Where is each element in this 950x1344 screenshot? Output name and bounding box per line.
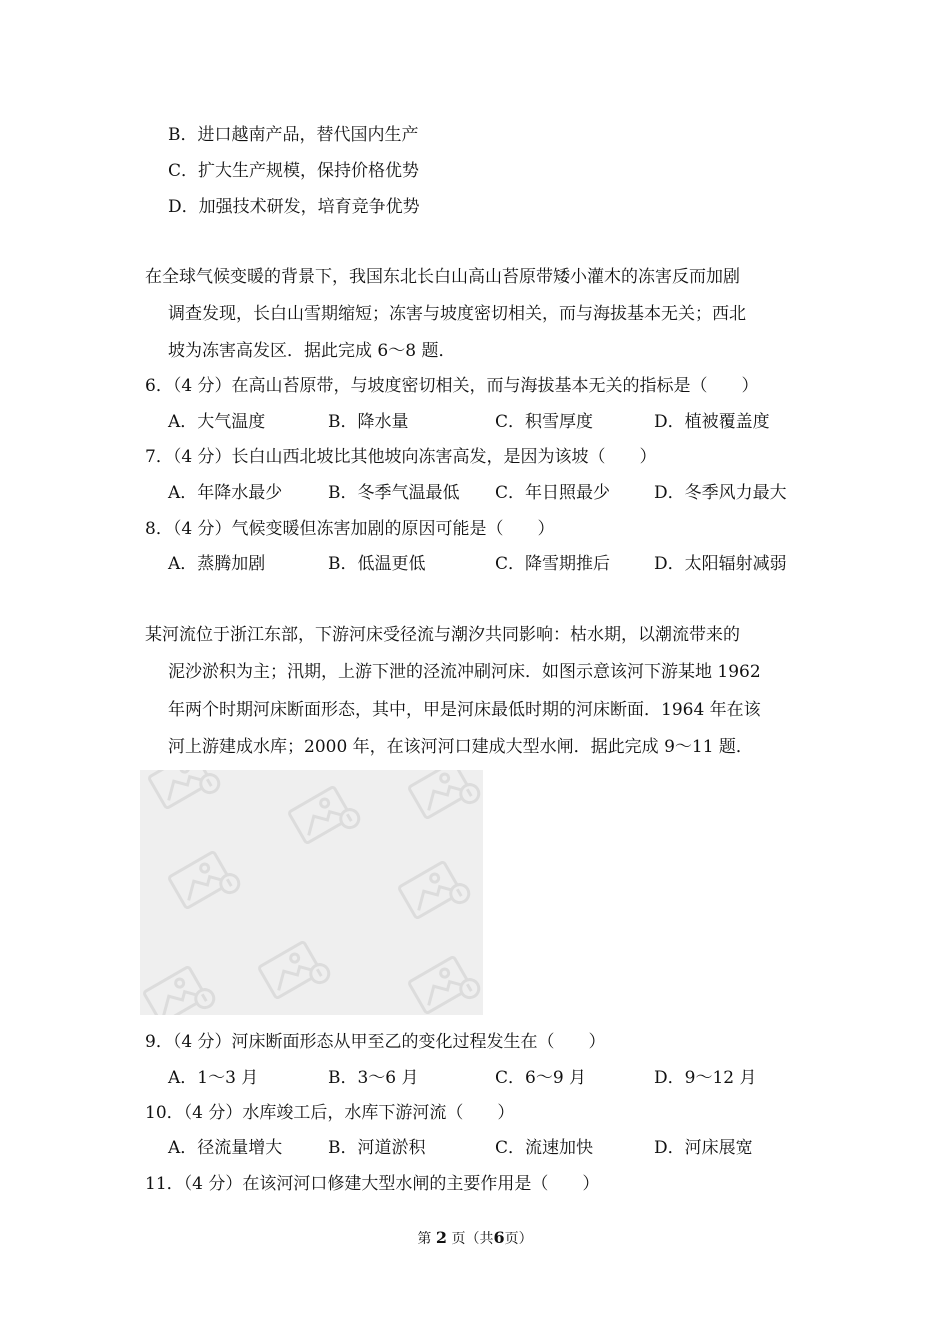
q8-option-a[interactable]: A．蒸腾加剧	[168, 554, 266, 574]
intro2-line-4: 河上游建成水库；2000 年，在该河河口建成大型水闸．据此完成 9～11 题．	[168, 737, 753, 757]
intro2-line-2: 泥沙淤积为主；汛期，上游下泄的泾流冲刷河床．如图示意该河下游某地 1962	[168, 662, 761, 682]
q8-stem: 8．（4 分）气候变暖但冻害加剧的原因可能是（ ）	[145, 519, 555, 539]
q7-stem: 7．（4 分）长白山西北坡比其他坡向冻害高发，是因为该坡（ ）	[145, 447, 657, 467]
q5-option-c: C．扩大生产规模，保持价格优势	[168, 161, 420, 181]
q8-option-b[interactable]: B．低温更低	[328, 554, 426, 574]
intro2-line-3: 年两个时期河床断面形态，其中，甲是河床最低时期的河床断面．1964 年在该	[168, 700, 761, 720]
intro1-line-3: 坡为冻害高发区．据此完成 6～8 题．	[168, 341, 456, 361]
q6-option-b[interactable]: B．降水量	[328, 412, 409, 432]
q7-option-a[interactable]: A．年降水最少	[168, 483, 283, 503]
intro2-line-1: 某河流位于浙江东部，下游河床受径流与潮汐共同影响：枯水期，以潮流带来的	[145, 625, 740, 645]
q9-option-b[interactable]: B．3～6 月	[328, 1068, 419, 1088]
footer-page-number: 2	[435, 1228, 447, 1247]
intro1-line-2: 调查发现，长白山雪期缩短；冻害与坡度密切相关，而与海拔基本无关；西北	[168, 304, 746, 324]
q10-option-a[interactable]: A．径流量增大	[168, 1138, 283, 1158]
q7-option-d[interactable]: D．冬季风力最大	[654, 483, 787, 503]
footer-prefix: 第	[417, 1231, 432, 1247]
river-section-figure-placeholder	[140, 770, 483, 1015]
q9-option-d[interactable]: D．9～12 月	[654, 1068, 757, 1088]
q6-option-a[interactable]: A．大气温度	[168, 412, 266, 432]
q9-option-a[interactable]: A．1～3 月	[168, 1068, 259, 1088]
q10-option-c[interactable]: C．流速加快	[495, 1138, 594, 1158]
q5-option-b: B．进口越南产品，替代国内生产	[168, 125, 419, 145]
q8-option-d[interactable]: D．太阳辐射减弱	[654, 554, 787, 574]
q6-option-d[interactable]: D．植被覆盖度	[654, 412, 770, 432]
q6-option-c[interactable]: C．积雪厚度	[495, 412, 594, 432]
intro1-line-1: 在全球气候变暖的背景下，我国东北长白山高山苔原带矮小灌木的冻害反而加剧	[145, 267, 740, 287]
q6-stem: 6．（4 分）在高山苔原带，与坡度密切相关，而与海拔基本无关的指标是（ ）	[145, 376, 759, 396]
q9-option-c[interactable]: C．6～9 月	[495, 1068, 587, 1088]
q7-option-b[interactable]: B．冬季气温最低	[328, 483, 460, 503]
q10-option-b[interactable]: B．河道淤积	[328, 1138, 426, 1158]
footer-total-pages: 6	[493, 1228, 505, 1247]
q11-stem: 11．（4 分）在该河河口修建大型水闸的主要作用是（ ）	[145, 1174, 600, 1194]
q7-option-c[interactable]: C．年日照最少	[495, 483, 611, 503]
q8-option-c[interactable]: C．降雪期推后	[495, 554, 611, 574]
q5-option-d: D．加强技术研发，培育竞争优势	[168, 197, 420, 217]
q9-stem: 9．（4 分）河床断面形态从甲至乙的变化过程发生在（ ）	[145, 1032, 606, 1052]
q10-stem: 10．（4 分）水库竣工后，水库下游河流（ ）	[145, 1103, 515, 1123]
page-footer	[0, 1228, 950, 1249]
footer-suffix: 页）	[504, 1231, 533, 1247]
image-placeholder-icon	[140, 770, 483, 1015]
q10-option-d[interactable]: D．河床展宽	[654, 1138, 753, 1158]
footer-middle: 页（共	[451, 1231, 494, 1247]
